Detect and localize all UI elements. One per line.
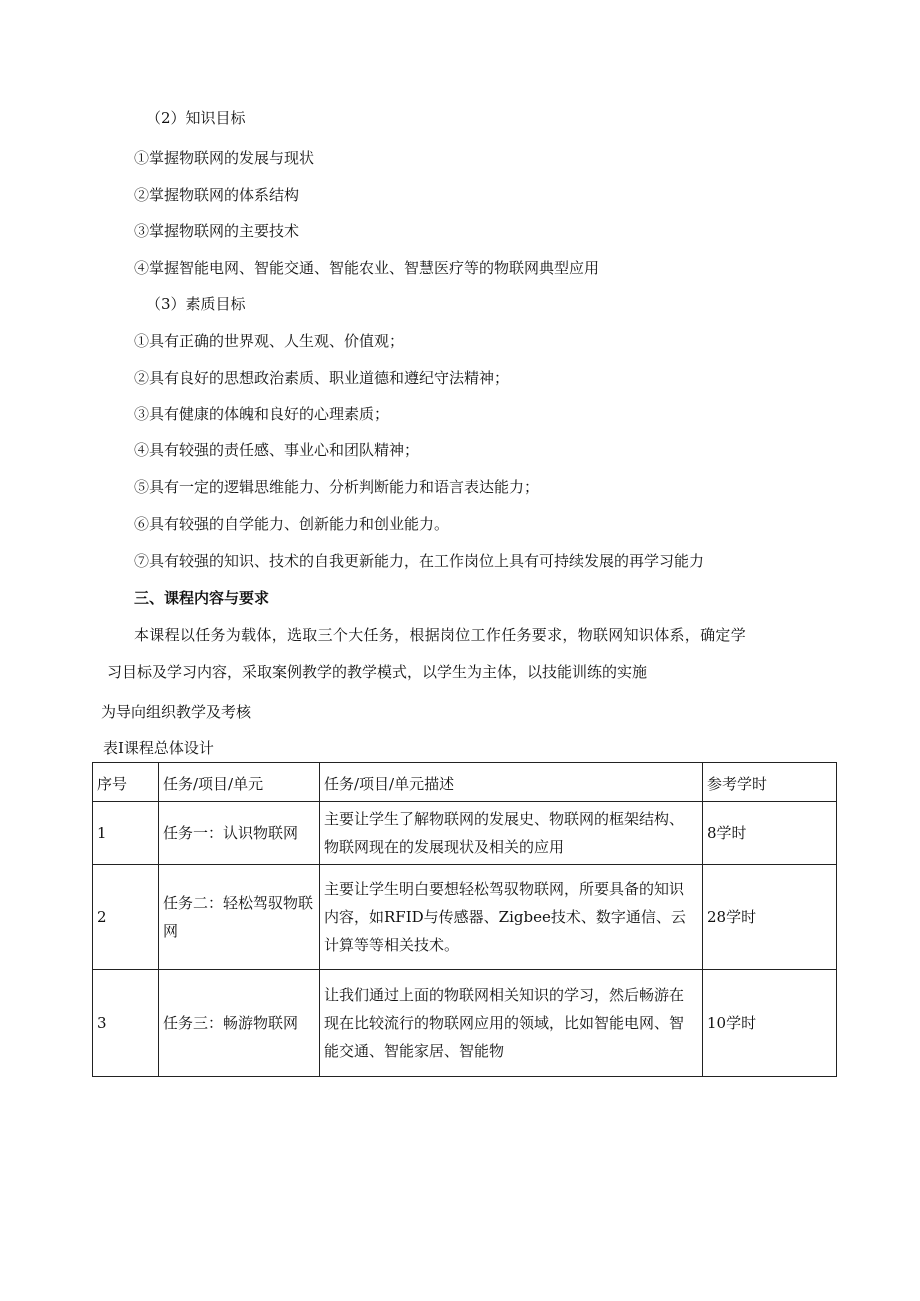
table-row xyxy=(93,865,837,970)
header-cell: 任务/项目/单元描述 xyxy=(320,763,703,802)
course-design-table xyxy=(92,762,837,1077)
quality-item: ⑤具有一定的逻辑思维能力、分析判断能力和语言表达能力； xyxy=(134,478,540,496)
knowledge-item: ②掌握物联网的体系结构 xyxy=(134,186,300,204)
section-heading: 三、课程内容与要求 xyxy=(134,589,270,607)
row-task: 任务三：畅游物联网 xyxy=(159,970,320,1077)
row-description: 主要让学生了解物联网的发展史、物联网的框架结构、物联网现在的发展现状及相关的应用 xyxy=(320,802,703,865)
quality-item: ④具有较强的责任感、事业心和团队精神； xyxy=(134,441,420,459)
quality-item: ⑥具有较强的自学能力、创新能力和创业能力。 xyxy=(134,515,450,533)
table-caption: 表I课程总体设计 xyxy=(103,739,214,757)
row-hours: 10学时 xyxy=(703,970,837,1077)
intro-line: 习目标及学习内容，采取案例教学的教学模式，以学生为主体，以技能训练的实施 xyxy=(107,663,648,681)
row-hours: 28学时 xyxy=(703,865,837,970)
intro-line: 本课程以任务为载体，选取三个大任务，根据岗位工作任务要求，物联网知识体系，确定学 xyxy=(134,626,747,644)
knowledge-heading: （2）知识目标 xyxy=(146,109,246,127)
quality-item: ③具有健康的体魄和良好的心理素质； xyxy=(134,405,390,423)
quality-item: ①具有正确的世界观、人生观、价值观； xyxy=(134,332,405,350)
quality-item: ⑦具有较强的知识、技术的自我更新能力，在工作岗位上具有可持续发展的再学习能力 xyxy=(134,552,705,570)
table-row xyxy=(93,802,837,865)
quality-item: ②具有良好的思想政治素质、职业道德和遵纪守法精神； xyxy=(134,369,510,387)
row-hours: 8学时 xyxy=(703,802,837,865)
row-task: 任务一：认识物联网 xyxy=(159,802,320,865)
row-number: 1 xyxy=(93,802,159,865)
intro-line: 为导向组织教学及考核 xyxy=(101,703,252,721)
table-header-row xyxy=(93,763,837,802)
row-number: 2 xyxy=(93,865,159,970)
header-cell: 任务/项目/单元 xyxy=(159,763,320,802)
row-number: 3 xyxy=(93,970,159,1077)
row-description: 主要让学生明白要想轻松驾驭物联网，所要具备的知识内容，如RFID与传感器、Zigbee技术、数字通信、云计算等等相关技术。 xyxy=(320,865,703,970)
table-row xyxy=(93,970,837,1077)
knowledge-item: ④掌握智能电网、智能交通、智能农业、智慧医疗等的物联网典型应用 xyxy=(134,259,600,277)
header-cell: 序号 xyxy=(93,763,159,802)
header-cell: 参考学时 xyxy=(703,763,837,802)
row-task: 任务二：轻松驾驭物联网 xyxy=(159,865,320,970)
row-description: 让我们通过上面的物联网相关知识的学习，然后畅游在现在比较流行的物联网应用的领域，比如智能电网、智能交通、智能家居、智能物 xyxy=(320,970,703,1077)
knowledge-item: ③掌握物联网的主要技术 xyxy=(134,222,300,240)
quality-heading: （3）素质目标 xyxy=(146,295,246,313)
knowledge-item: ①掌握物联网的发展与现状 xyxy=(134,149,315,167)
